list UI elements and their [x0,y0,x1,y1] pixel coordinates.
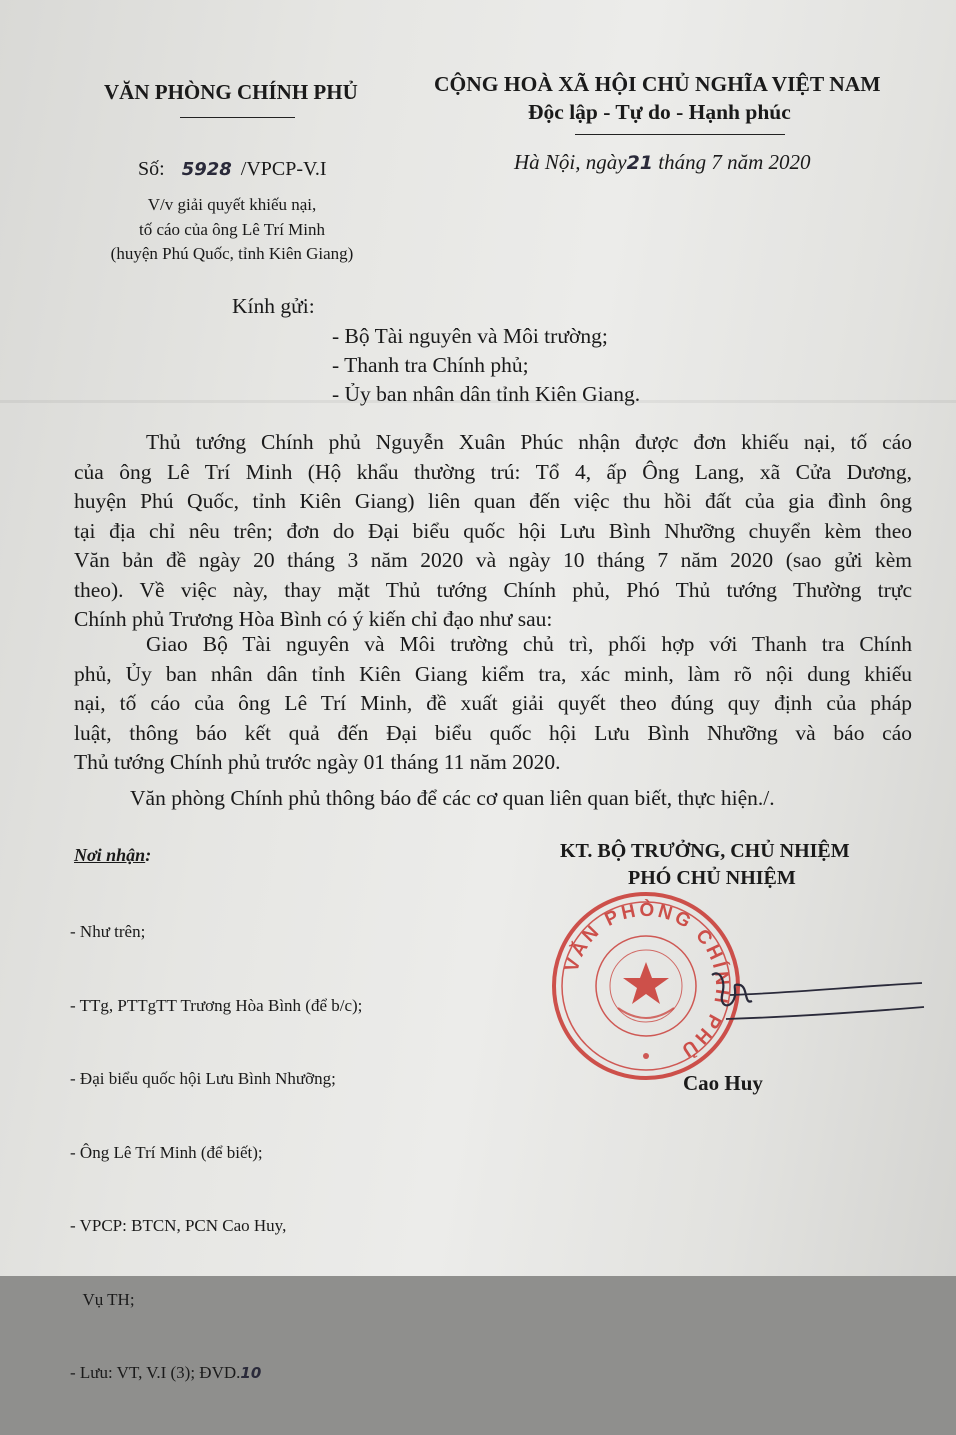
archive-prefix: - Lưu: VT, V.I (3); ĐVD. [70,1363,241,1382]
body-paragraph-1 [74,428,912,635]
date-prefix: Hà Nội, ngày [514,150,627,174]
distribution-item: - Đại biểu quốc hội Lưu Bình Nhưỡng; [70,1069,336,1088]
archive-hand-number: 10 [240,1364,262,1382]
handwritten-signature [700,955,930,1035]
motto-underline [575,134,785,135]
recipient-item: - Ủy ban nhân dân tỉnh Kiên Giang. [332,382,641,406]
distribution-item: - Ông Lê Trí Minh (để biết); [70,1142,263,1162]
distribution-item: - TTg, PTTgTT Trương Hòa Bình (để b/c); [70,995,363,1015]
signature-title-2: PHÓ CHỦ NHIỆM [628,867,796,889]
signer-name: Cao Huy [683,1071,763,1095]
number-suffix: /VPCP-V.I [240,158,327,180]
body-line: Văn bản đề ngày 20 tháng 3 năm 2020 và ngày 10 tháng 7 năm 2020 (sao gửi kèm [74,548,912,572]
body-line: Chính phủ Trương Hòa Bình có ý kiến chỉ đạo như sau: [74,607,553,631]
subject-block [87,193,377,267]
recipient-item: - Bộ Tài nguyên và Môi trường; [332,324,608,348]
distribution-list [70,871,362,1435]
seal-text: VĂN PHÒNG CHÍNH PHỦ [561,899,733,1063]
subject-line: (huyện Phú Quốc, tỉnh Kiên Giang) [110,244,354,263]
recipients-label: Kính gửi: [232,294,315,318]
body-line: theo). Về việc này, thay mặt Thủ tướng Chính phủ, Phó Thủ tướng Thường trực [74,577,912,602]
number-value: 5928 [181,159,232,180]
body-paragraph-3: Văn phòng Chính phủ thông báo để các cơ quan liên quan biết, thực hiện./. [130,786,775,810]
date-day: 21 [626,152,654,174]
distribution-label: Nơi nhận: [74,845,152,865]
distribution-item: Vụ TH; [70,1289,135,1309]
signature-title-1: KT. BỘ TRƯỞNG, CHỦ NHIỆM [560,840,850,862]
agency-name: VĂN PHÒNG CHÍNH PHỦ [104,80,358,104]
number-label: Số: [138,158,165,180]
body-line: huyện Phú Quốc, tỉnh Kiên Giang) liên quan đến việc thu hồi đất của gia đình ông [74,489,912,513]
body-paragraph-2 [74,630,912,778]
document-number [138,158,327,181]
distribution-item [70,1361,362,1386]
distribution-item: - Như trên; [70,922,146,941]
recipients-list [332,322,640,409]
body-line: phủ, Ủy ban nhân dân tỉnh Kiên Giang kiểm tra, xác minh, làm rõ nội dung khiếu [74,661,912,686]
subject-line: V/v giải quyết khiếu nại, [147,195,317,214]
body-line: Giao Bộ Tài nguyên và Môi trường chủ trì, phối hợp với Thanh tra Chính [146,632,912,656]
national-motto: Độc lập - Tự do - Hạnh phúc [528,100,791,124]
body-line: nại, tố cáo của ông Lê Trí Minh, đề xuất giải quyết theo đúng quy định của pháp [74,691,912,715]
distribution-label-text: Nơi nhận [74,845,146,865]
body-line: Thủ tướng Chính phủ trước ngày 01 tháng 11 năm 2020. [74,750,561,774]
recipient-item: - Thanh tra Chính phủ; [332,353,529,377]
subject-line: tố cáo của ông Lê Trí Minh [138,219,326,239]
place-date [514,150,811,175]
country-name: CỘNG HOÀ XÃ HỘI CHỦ NGHĨA VIỆT NAM [434,72,881,96]
distribution-item: - VPCP: BTCN, PCN Cao Huy, [70,1216,287,1235]
agency-underline [180,117,295,118]
body-line: luật, thông báo kết quả đến Đại biểu quốc hội Lưu Bình Nhưỡng và báo cáo [74,720,912,745]
date-suffix: tháng 7 năm 2020 [658,150,811,174]
body-line: tại địa chỉ nêu trên; đơn do Đại biểu quốc hội Lưu Bình Nhưỡng chuyển kèm theo [74,518,912,543]
body-line: Thủ tướng Chính phủ Nguyễn Xuân Phúc nhận được đơn khiếu nại, tố cáo [146,430,912,454]
body-line: của ông Lê Trí Minh (Hộ khẩu thường trú: Tổ 4, ấp Ông Lang, xã Cửa Dương, [74,459,912,484]
